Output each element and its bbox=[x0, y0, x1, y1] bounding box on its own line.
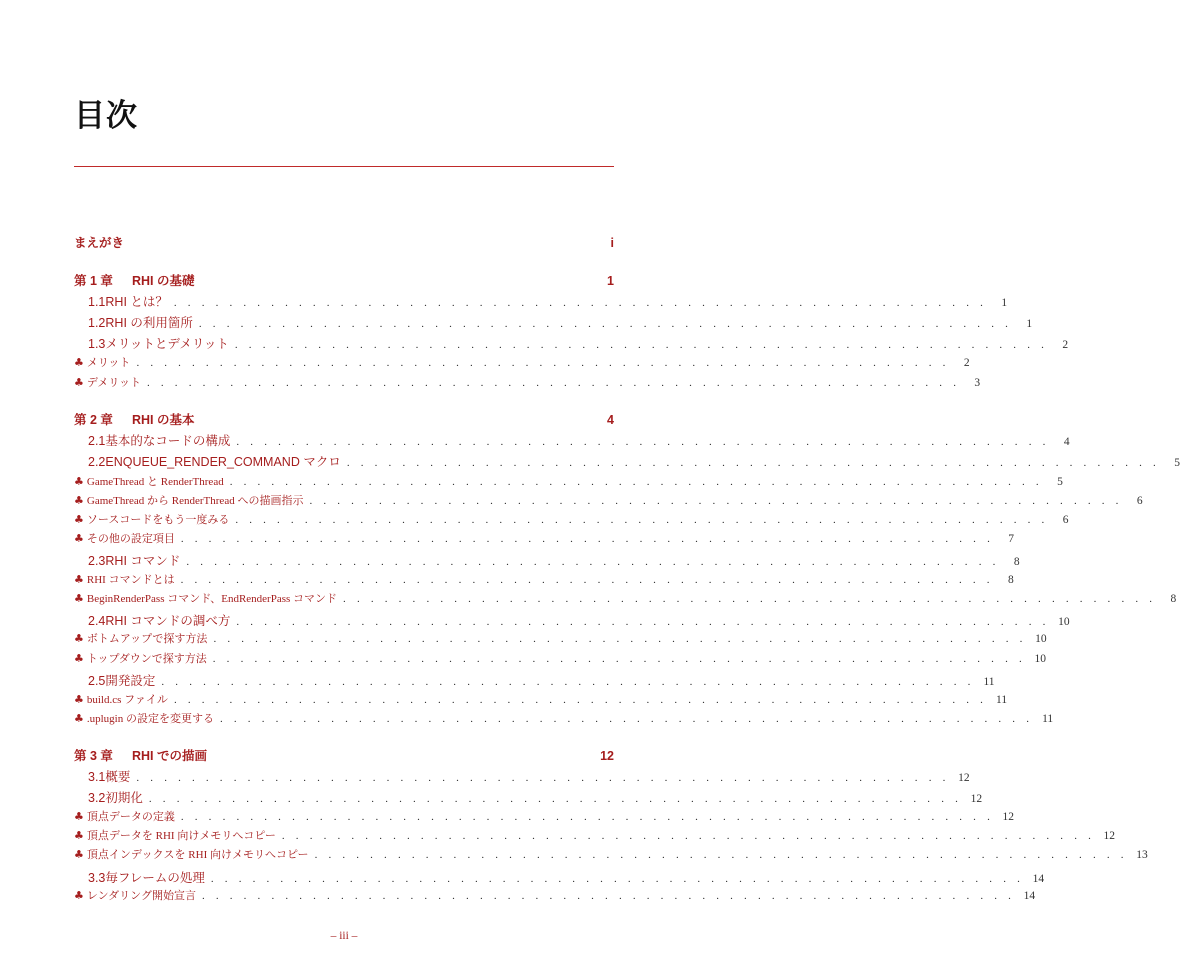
toc-entry-sub[interactable] bbox=[74, 887, 1036, 903]
dot-leader: . . . . . . . . . . . . . . . . . . . . . . . . . . . . . . . . . . . . . . . . . . . . . . . . . . . . . . . . . . . bbox=[346, 457, 1160, 469]
toc-entry-sub[interactable] bbox=[74, 846, 1148, 862]
dot-leader: . . . . . . . . . . . . . . . . . . . . . . . . . . . . . . . . . . . . . . . . . . . . . . . . . . . . . . . . . . . bbox=[136, 772, 950, 784]
toc-entry-sec[interactable] bbox=[74, 452, 1180, 470]
toc-page-number: 1 bbox=[1026, 318, 1033, 330]
toc-entry-label: ENQUEUE_RENDER_COMMAND マクロ bbox=[105, 455, 341, 469]
section-number: 2.1 bbox=[88, 434, 106, 448]
toc-entry-sub[interactable] bbox=[74, 827, 1116, 843]
toc-entry-sec[interactable] bbox=[74, 868, 1045, 886]
toc-entry-sec[interactable] bbox=[74, 767, 970, 785]
dot-leader: . . . . . . . . . . . . . . . . . . . . . . . . . . . . . . . . . . . . . . . . . . . . . . . . . . . . . . . . . . . bbox=[235, 514, 1049, 526]
club-icon: ♣ bbox=[74, 356, 84, 369]
chapter-number: 第 1 章 bbox=[74, 274, 113, 288]
toc-entry-label: トップダウンで探す方法 bbox=[86, 653, 207, 665]
dot-leader: . . . . . . . . . . . . . . . . . . . . . . . . . . . . . . . . . . . . . . . . . . . . . . . . . . . . . . . . . . . bbox=[314, 849, 1128, 861]
toc-entry-label: 毎フレームの処理 bbox=[105, 871, 205, 885]
dot-leader: . . . . . . . . . . . . . . . . . . . . . . . . . . . . . . . . . . . . . . . . . . . . . . . . . . . . . . . . . . . bbox=[180, 533, 995, 545]
dot-leader: . . . . . . . . . . . . . . . . . . . . . . . . . . . . . . . . . . . . . . . . . . . . . . . . . . . . . . . . . . . bbox=[186, 556, 1000, 568]
toc-entry-label: RHI での描画 bbox=[132, 749, 208, 763]
toc-entry-sec[interactable] bbox=[74, 788, 983, 806]
title-divider bbox=[74, 166, 614, 167]
dot-leader: . . . . . . . . . . . . . . . . . . . . . . . . . . . . . . . . . . . . . . . . . . . . . . . . . . . . . . . . . . . bbox=[147, 377, 961, 389]
dot-leader: . . . . . . . . . . . . . . . . . . . . . . . . . . . . . . . . . . . . . . . . . . . . . . . . . . . . . . . . . . . bbox=[198, 318, 1013, 330]
toc-page-number: 10 bbox=[1034, 653, 1046, 665]
toc-page-number: 1 bbox=[607, 274, 614, 288]
dot-leader: . . . . . . . . . . . . . . . . . . . . . . . . . . . . . . . . . . . . . . . . . . . . . . . . . . . . . . . . . . . bbox=[343, 593, 1157, 605]
club-icon: ♣ bbox=[74, 513, 84, 526]
toc-page-number: 8 bbox=[1013, 556, 1020, 568]
club-icon: ♣ bbox=[74, 693, 84, 706]
toc-entry-label: RHI コマンド bbox=[105, 554, 181, 568]
toc-page-number: 10 bbox=[1035, 633, 1047, 645]
toc-page-number: 8 bbox=[1007, 574, 1014, 586]
toc-entry-sub[interactable] bbox=[74, 650, 1046, 666]
toc-page-number: i bbox=[610, 236, 614, 250]
dot-leader: . . . . . . . . . . . . . . . . . . . . . . . . . . . . . . . . . . . . . . . . . . . . . . . . . . . . . . . . . . . bbox=[180, 811, 995, 823]
toc-page-number: 12 bbox=[600, 749, 614, 763]
toc-entry-label: 頂点インデックスを RHI 向けメモリへコピー bbox=[86, 849, 309, 861]
club-icon: ♣ bbox=[74, 494, 84, 507]
toc-page-number: 11 bbox=[996, 694, 1008, 706]
club-icon: ♣ bbox=[74, 573, 84, 586]
toc-entry-label: BeginRenderPass コマンド、EndRenderPass コマンド bbox=[86, 593, 338, 605]
section-number: 3.2 bbox=[88, 791, 106, 805]
toc-page-number: 14 bbox=[1032, 873, 1045, 885]
dot-leader: . . . . . . . . . . . . . . . . . . . . . . . . . . . . . . . . . . . . . . . . . . . . . . . . . . . . . . . . . . . bbox=[281, 830, 1096, 842]
toc-page-number: 7 bbox=[1008, 533, 1015, 545]
section-number: 2.3 bbox=[88, 554, 106, 568]
toc-entry-sub[interactable] bbox=[74, 530, 1015, 546]
toc-entry-label: 初期化 bbox=[105, 791, 143, 805]
toc-entry-sub[interactable] bbox=[74, 590, 1177, 606]
toc-page-number: 5 bbox=[1057, 476, 1063, 488]
chapter-number: 第 2 章 bbox=[74, 413, 113, 427]
toc-entry-part[interactable] bbox=[74, 233, 614, 251]
dot-leader: . . . . . . . . . . . . . . . . . . . . . . . . . . . . . . . . . . . . . . . . . . . . . . . . . . . . . . . . . . . bbox=[236, 436, 1050, 448]
dot-leader: . . . . . . . . . . . . . . . . . . . . . . . . . . . . . . . . . . . . . . . . . . . . . . . . . . . . . . . . . . . bbox=[210, 873, 1025, 885]
section-number: 3.1 bbox=[88, 770, 106, 784]
toc-page-number: 13 bbox=[1136, 849, 1148, 861]
toc-entry-sec[interactable] bbox=[74, 292, 1008, 310]
club-icon: ♣ bbox=[74, 532, 84, 545]
toc-entry-label: RHI の基本 bbox=[132, 413, 195, 427]
toc-entry-sec[interactable] bbox=[74, 671, 995, 689]
toc-page-number: 8 bbox=[1170, 593, 1177, 605]
toc-entry-label: RHI の利用箇所 bbox=[105, 316, 193, 330]
toc-page-number: 12 bbox=[958, 772, 970, 784]
toc-page-number: 6 bbox=[1136, 495, 1143, 507]
toc-entry-label: レンダリング開始宣言 bbox=[86, 890, 196, 902]
dot-leader: . . . . . . . . . . . . . . . . . . . . . . . . . . . . . . . . . . . . . . . . . . . . . . . . . . . . . . . . . . . bbox=[212, 653, 1026, 665]
dot-leader: . . . . . . . . . . . . . . . . . . . . . . . . . . . . . . . . . . . . . . . . . . . . . . . . . . . . . . . . . . . bbox=[234, 339, 1049, 351]
toc-page-number: 12 bbox=[1002, 811, 1015, 823]
toc-entry-sub[interactable] bbox=[74, 710, 1054, 726]
toc-entry-label: ボトムアップで探す方法 bbox=[86, 633, 208, 645]
toc-entry-sec[interactable] bbox=[74, 313, 1033, 331]
dot-leader: . . . . . . . . . . . . . . . . . . . . . . . . . . . . . . . . . . . . . . . . . . . . . . . . . . . . . . . . . . . bbox=[180, 574, 994, 586]
toc-entry-chap[interactable] bbox=[74, 271, 614, 289]
toc-entry-label: メリットとデメリット bbox=[105, 337, 229, 351]
toc-entry-label: デメリット bbox=[86, 377, 141, 389]
toc-page-number: 2 bbox=[963, 357, 970, 369]
club-icon: ♣ bbox=[74, 592, 84, 605]
toc-entry-label: .uplugin の設定を変更する bbox=[86, 713, 214, 725]
club-icon: ♣ bbox=[74, 376, 84, 389]
dot-leader: . . . . . . . . . . . . . . . . . . . . . . . . . . . . . . . . . . . . . . . . . . . . . . . . . . . . . . . . . . . bbox=[136, 357, 950, 369]
toc-entry-sec[interactable] bbox=[74, 551, 1020, 569]
section-number: 2.5 bbox=[88, 674, 106, 688]
toc-entry-sec[interactable] bbox=[74, 611, 1070, 629]
toc-entry-label: 頂点データを RHI 向けメモリへコピー bbox=[86, 830, 276, 842]
club-icon: ♣ bbox=[74, 829, 84, 842]
dot-leader: . . . . . . . . . . . . . . . . . . . . . . . . . . . . . . . . . . . . . . . . . . . . . . . . . . . . . . . . . . . bbox=[148, 793, 963, 805]
toc-page-number: 11 bbox=[1042, 713, 1054, 725]
toc-entry-sub[interactable] bbox=[74, 571, 1014, 587]
toc-entry-sec[interactable] bbox=[74, 431, 1070, 449]
toc-page-number: 12 bbox=[970, 793, 983, 805]
toc-page-number: 4 bbox=[1063, 436, 1070, 448]
dot-leader: . . . . . . . . . . . . . . . . . . . . . . . . . . . . . . . . . . . . . . . . . . . . . . . . . . . . . . . . . . . bbox=[173, 694, 988, 706]
section-number: 1.1 bbox=[88, 295, 106, 309]
toc-entry-label: 頂点データの定義 bbox=[86, 811, 175, 823]
toc-page-number: 3 bbox=[974, 377, 981, 389]
toc-entry-sec[interactable] bbox=[74, 334, 1069, 352]
club-icon: ♣ bbox=[74, 475, 84, 488]
toc-entry-label: RHI コマンドとは bbox=[86, 574, 175, 586]
club-icon: ♣ bbox=[74, 712, 84, 725]
toc-entry-label: GameThread から RenderThread への描画指示 bbox=[86, 495, 304, 507]
toc-entry-sub[interactable] bbox=[74, 691, 1008, 707]
toc-page-number: 6 bbox=[1062, 514, 1069, 526]
section-number: 3.3 bbox=[88, 871, 106, 885]
toc-entry-chap[interactable] bbox=[74, 746, 614, 764]
chapter-number: 第 3 章 bbox=[74, 749, 113, 763]
dot-leader: . . . . . . . . . . . . . . . . . . . . . . . . . . . . . . . . . . . . . . . . . . . . . . . . . . . . . . . . . . . bbox=[309, 495, 1123, 507]
toc-page-number: 12 bbox=[1103, 830, 1116, 842]
toc-entry-label: 基本的なコードの構成 bbox=[105, 434, 231, 448]
dot-leader: . . . . . . . . . . . . . . . . . . . . . . . . . . . . . . . . . . . . . . . . . . . . . . . . . . . . . . . . . . . bbox=[213, 633, 1027, 645]
toc-entry-label: RHI の基礎 bbox=[132, 274, 195, 288]
dot-leader: . . . . . . . . . . . . . . . . . . . . . . . . . . . . . . . . . . . . . . . . . . . . . . . . . . . . . . . . . . . bbox=[229, 476, 1043, 488]
toc-entry-sub[interactable] bbox=[74, 630, 1047, 646]
toc-page-number: 4 bbox=[607, 413, 614, 427]
dot-leader: . . . . . . . . . . . . . . . . . . . . . . . . . . . . . . . . . . . . . . . . . . . . . . . . . . . . . . . . . . . bbox=[201, 890, 1016, 902]
toc-entry-sub[interactable] bbox=[74, 492, 1143, 508]
toc-entry-label: RHI コマンドの調べ方 bbox=[105, 614, 231, 628]
toc-entry-label: 概要 bbox=[105, 770, 131, 784]
toc-entry-label: まえがき bbox=[74, 236, 125, 250]
toc-entry-label: 開発設定 bbox=[105, 674, 156, 688]
toc-entry-sub[interactable] bbox=[74, 354, 970, 370]
toc-page-number: 5 bbox=[1174, 457, 1180, 469]
toc-entry-sub[interactable] bbox=[74, 511, 1069, 527]
toc-page-number: 1 bbox=[1001, 297, 1008, 309]
toc-entry-label: その他の設定項目 bbox=[86, 533, 175, 545]
club-icon: ♣ bbox=[74, 889, 84, 902]
page-title: 目次 bbox=[74, 98, 138, 134]
section-number: 2.4 bbox=[88, 614, 106, 628]
section-number: 1.2 bbox=[88, 316, 106, 330]
club-icon: ♣ bbox=[74, 848, 84, 861]
toc-entry-label: メリット bbox=[86, 357, 131, 369]
toc-page-number: 14 bbox=[1023, 890, 1036, 902]
club-icon: ♣ bbox=[74, 810, 84, 823]
toc-entry-label: GameThread と RenderThread bbox=[86, 476, 224, 488]
toc-entry-sub[interactable] bbox=[74, 808, 1015, 824]
toc-entry-label: ソースコードをもう一度みる bbox=[86, 514, 230, 526]
dot-leader: . . . . . . . . . . . . . . . . . . . . . . . . . . . . . . . . . . . . . . . . . . . . . . . . . . . . . . . . . . . bbox=[161, 676, 975, 688]
toc-entry-sub[interactable] bbox=[74, 374, 981, 390]
toc-entry-sub[interactable] bbox=[74, 473, 1063, 489]
club-icon: ♣ bbox=[74, 632, 84, 645]
toc-entry-label: build.cs ファイル bbox=[86, 694, 168, 706]
dot-leader: . . . . . . . . . . . . . . . . . . . . . . . . . . . . . . . . . . . . . . . . . . . . . . . . . . . . . . . . . . . bbox=[236, 616, 1050, 628]
toc-entry-chap[interactable] bbox=[74, 410, 614, 428]
toc-page-number: 11 bbox=[983, 676, 995, 688]
dot-leader: . . . . . . . . . . . . . . . . . . . . . . . . . . . . . . . . . . . . . . . . . . . . . . . . . . . . . . . . . . . bbox=[220, 713, 1034, 725]
section-number: 2.2 bbox=[88, 455, 106, 469]
club-icon: ♣ bbox=[74, 652, 84, 665]
section-number: 1.3 bbox=[88, 337, 106, 351]
dot-leader: . . . . . . . . . . . . . . . . . . . . . . . . . . . . . . . . . . . . . . . . . . . . . . . . . . . . . . . . . . . bbox=[173, 297, 988, 309]
page-number-footer: – iii – bbox=[330, 930, 358, 942]
toc-entry-label: RHI とは？ bbox=[105, 295, 168, 309]
toc-page-number: 10 bbox=[1058, 616, 1070, 628]
toc-page-number: 2 bbox=[1062, 339, 1069, 351]
